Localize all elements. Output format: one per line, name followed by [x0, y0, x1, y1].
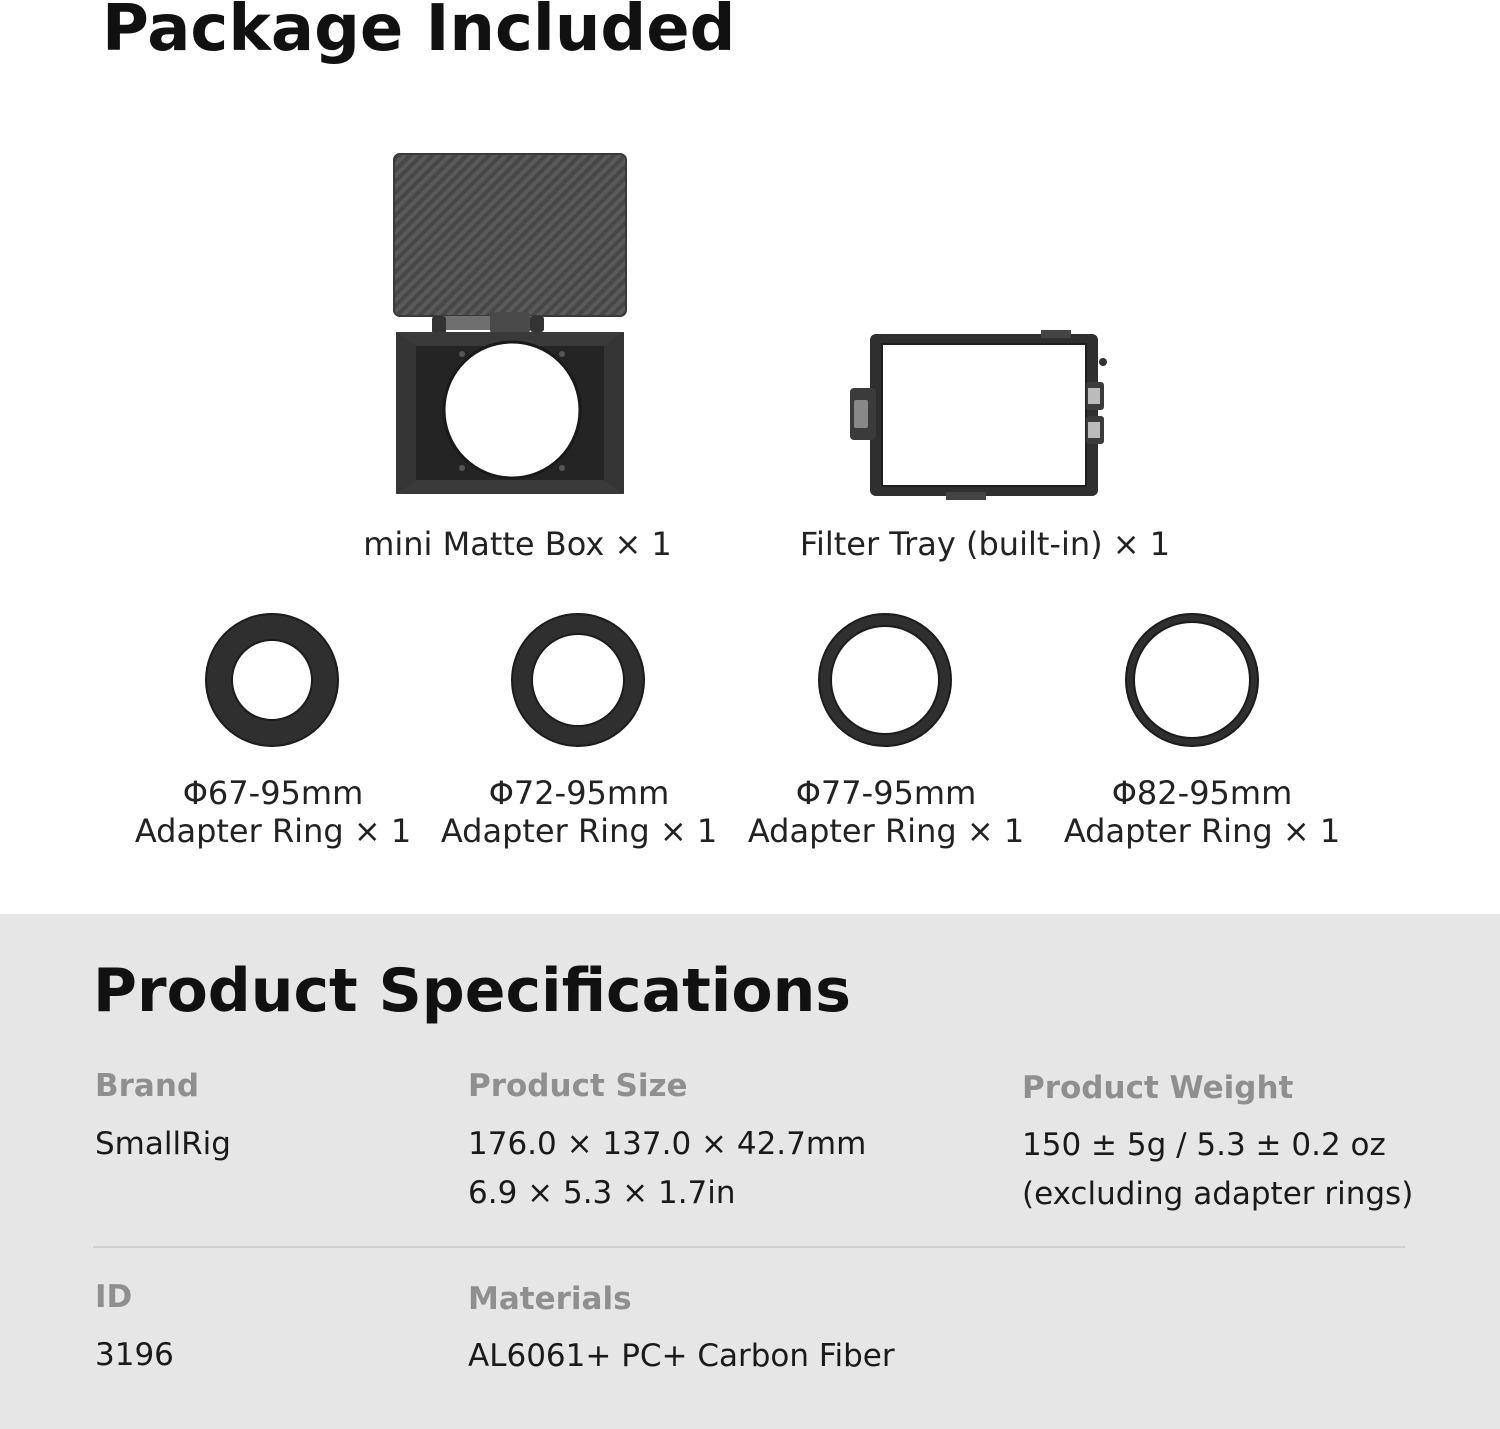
ring-label: Adapter Ring × 1	[1063, 812, 1341, 850]
filter-tray-icon	[846, 330, 1111, 500]
ring-size: Φ72-95mm	[488, 774, 670, 812]
ring-label: Adapter Ring × 1	[134, 812, 412, 850]
ring-67-caption	[118, 774, 428, 850]
adapter-ring-icon	[508, 610, 648, 750]
filter-tray-caption: Filter Tray (built-in) × 1	[799, 525, 1171, 563]
weight-note: (excluding adapter rings)	[1022, 1176, 1414, 1212]
brand-value: SmallRig	[95, 1126, 231, 1162]
matte-box-icon	[390, 150, 630, 500]
ring-82-caption	[1047, 774, 1357, 850]
id-label: ID	[95, 1279, 133, 1315]
ring-label: Adapter Ring × 1	[440, 812, 718, 850]
ring-72-caption	[424, 774, 734, 850]
brand-label: Brand	[95, 1068, 200, 1104]
ring-size: Φ82-95mm	[1111, 774, 1293, 812]
size-label: Product Size	[468, 1068, 688, 1104]
matte-box-caption: mini Matte Box × 1	[363, 525, 672, 563]
weight-value: 150 ± 5g / 5.3 ± 0.2 oz	[1022, 1127, 1386, 1163]
ring-size: Φ77-95mm	[795, 774, 977, 812]
ring-label: Adapter Ring × 1	[747, 812, 1025, 850]
size-value-imperial: 6.9 × 5.3 × 1.7in	[468, 1175, 736, 1211]
size-value-metric: 176.0 × 137.0 × 42.7mm	[468, 1126, 867, 1162]
adapter-ring-icon	[1122, 610, 1262, 750]
package-title: Package Included	[102, 0, 736, 66]
weight-label: Product Weight	[1022, 1070, 1294, 1106]
id-value: 3196	[95, 1337, 174, 1373]
adapter-ring-icon	[815, 610, 955, 750]
adapter-ring-icon	[202, 610, 342, 750]
ring-77-caption	[731, 774, 1041, 850]
spec-divider	[93, 1246, 1405, 1248]
materials-value: AL6061+ PC+ Carbon Fiber	[468, 1338, 895, 1374]
specifications-title: Product Specifications	[93, 956, 851, 1026]
materials-label: Materials	[468, 1281, 632, 1317]
ring-size: Φ67-95mm	[182, 774, 364, 812]
specifications-section	[0, 914, 1500, 1429]
